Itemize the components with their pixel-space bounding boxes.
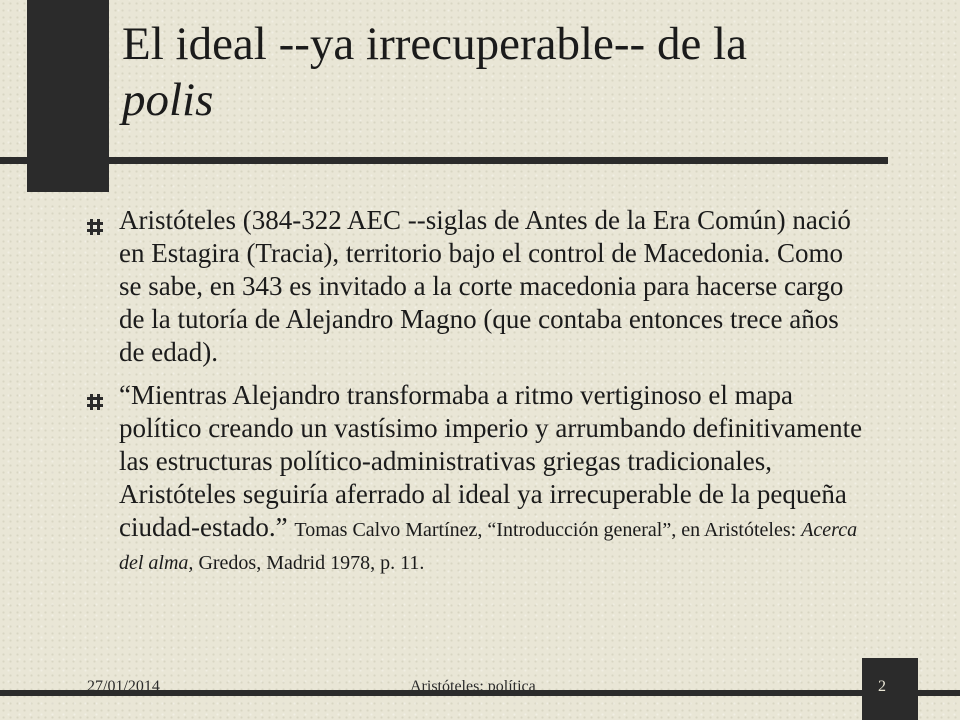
footer-date: 27/01/2014 xyxy=(87,678,160,695)
bullet-item xyxy=(86,379,866,577)
quote-text: “Mientras Alejandro transformaba a ritmo vertiginoso el mapa político creando un vastísimo imperio y arrumbando definitivamente las estructuras político-administrativas griegas tradicionales, Aristóteles seguiría aferrado al ideal ya irrecuperable de la pequeña ciudad-estado.” xyxy=(119,380,863,542)
hash-bullet-icon xyxy=(86,218,104,236)
slide-title-italic: polis xyxy=(122,74,214,126)
footer-title: Aristóteles: política xyxy=(410,678,536,695)
slide-title-main: El ideal --ya irrecuperable-- de la xyxy=(122,18,747,70)
slide-title xyxy=(122,16,942,128)
title-divider-line xyxy=(0,157,888,164)
citation-post: Gredos, Madrid 1978, p. 11. xyxy=(198,552,425,574)
page-number: 2 xyxy=(878,678,886,695)
bullet-text: Aristóteles (384-322 AEC --siglas de Antes de la Era Común) nació en Estagira (Tracia), territorio bajo el control de Macedonia. Como se sabe, en 343 es invitado a la corte macedonia para hacerse cargo de la tutoría de Alejandro Magno (que contaba entonces trece años de edad). xyxy=(119,205,851,367)
citation-pre: Tomas Calvo Martínez, “Introducción general”, en Aristóteles: xyxy=(294,519,797,541)
slide-body xyxy=(86,204,866,587)
bullet-item xyxy=(86,204,866,369)
page-number-box xyxy=(862,658,918,720)
citation-book-title: Acerca del alma, xyxy=(119,519,858,574)
hash-bullet-icon xyxy=(86,393,104,411)
